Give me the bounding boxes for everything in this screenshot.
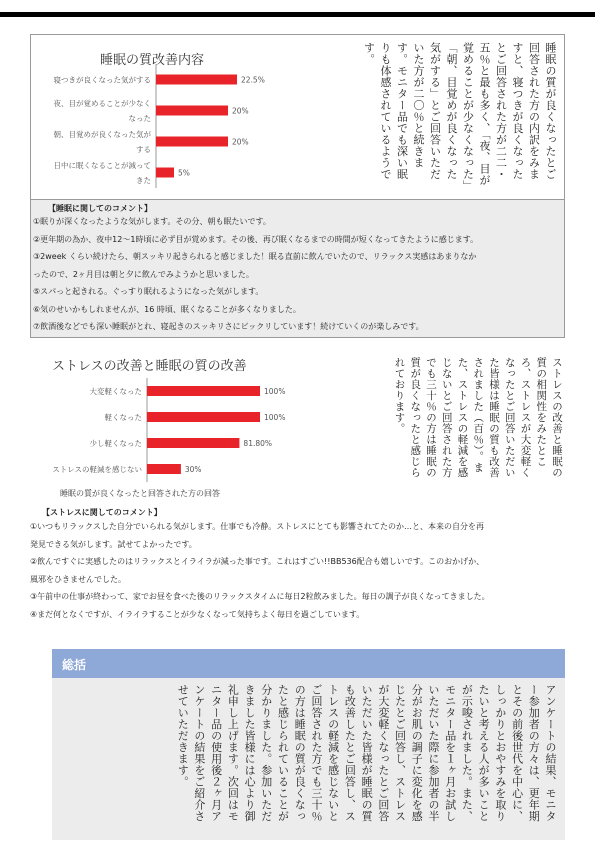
category-label: 少し軽くなった	[89, 439, 142, 448]
top-rule	[0, 12, 595, 17]
stress-analysis-text: ストレスの改善と睡眠の質の相関性をみたところ、ストレスが大変軽くなったとご回答いただいた皆様は睡眠の質も改善されました（百％）。また、ストレスの軽減を感じないとご回答された方でも三十％の方は睡眠の質が良くなったと感じられております。	[393, 357, 563, 478]
comment-line: 風邪をひきませんでした。	[30, 574, 126, 584]
comment-line: 発見できる気がします。試せてよかったです。	[30, 539, 197, 549]
category-label: 寝つきが良くなった気がする	[53, 75, 151, 85]
category-label: ストレスの軽減を感じない	[52, 465, 142, 474]
comment-line: ⑦飲酒後などでも深い睡眠がとれ、寝起きのスッキリさにビックリしています！続けていくのが楽しみです。	[33, 322, 424, 331]
category-label: きた	[136, 176, 151, 185]
value-label: 20%	[232, 106, 249, 116]
summary-text: アンケートの結果、モニター参加者の方々は、更年期とその前後世代を中心に、しっかりとおやすみを取りたいと考える人が多いことが示唆されました。また、モニター品を１ヶ月お試しいただいた際に参加者の半分がお肌の調子に変化を感じたとご回答し、ストレスが大変軽くなったとご回答いただいた皆様が睡眠の質も改善したとご回答し、ストレスの軽減を感じないとご回答された方でも三十％の方は睡眠の質が良くなったと感じられていることが分かりました。参加いただきました皆様には心より御礼申し上げます。次回はモニター品の使用後２ヶ月アンケートの結果をご紹介させていただきます。	[176, 684, 557, 822]
stress-comments-list	[0, 521, 595, 631]
stress-chart-caption: 睡眠の質が良くなったと回答された方の回答	[60, 489, 220, 498]
stress-chart-title: ストレスの改善と睡眠の質の改善	[52, 359, 247, 374]
comment-line: ったので、2ヶ月目は朝と夕に飲んでみようかと思いました。	[33, 269, 254, 279]
comment-line: ①眠りが深くなったような気がします。その分、朝も眠たいです。	[33, 217, 271, 226]
comment-line: ③午前中の仕事が終わって、家でお昼を食べた後のリラックスタイムに毎日2粒飲みました。毎日の調子が良くなってきました。	[30, 592, 490, 601]
data-bar	[156, 137, 228, 147]
value-label: 22.5%	[241, 75, 265, 85]
value-label: 100%	[264, 413, 286, 422]
data-bar	[156, 106, 228, 116]
category-label: 日中に眠くなることが減って	[53, 161, 151, 170]
value-label: 100%	[264, 387, 286, 396]
data-bar	[156, 75, 237, 85]
summary-header	[52, 649, 565, 678]
sleep-comments-list	[30, 216, 565, 338]
category-label: 軽くなった	[104, 413, 142, 422]
data-bar	[147, 412, 260, 422]
comment-line: ②更年期の為か、夜中12～1時頃に必ず目が覚めます。その後、再び眠くなるまでの時間が短くなってきたように感じます。	[33, 234, 479, 244]
summary-title: 総括	[62, 658, 87, 672]
category-label: 大変軽くなった	[89, 387, 142, 396]
comment-line: ②飲んですぐに実感したのはリラックスとイライラが減った事です。これはすごい!!BB536配合も嬉しいです。このおかげか、	[30, 557, 485, 566]
value-label: 20%	[232, 137, 249, 147]
data-bar	[147, 438, 239, 448]
data-bar	[156, 168, 174, 178]
data-bar	[147, 386, 260, 396]
sleep-comments-title: 【睡眠に関してのコメント】	[48, 204, 152, 213]
comment-line: ⑥気のせいかもしれませんが、16 時頃、眠くなることが多くなりました。	[33, 304, 301, 314]
sleep-chart-title: 睡眠の質改善内容	[100, 53, 205, 68]
category-label: 夜、目が覚めることが少なく	[53, 99, 151, 108]
category-label: 朝、目覚めが良くなった気が	[53, 130, 151, 139]
stress-sleep-chart	[30, 378, 300, 486]
data-bar	[147, 464, 181, 474]
comment-line: ⑤スパっと起きれる。ぐっすり眠れるようになった気がします。	[33, 287, 264, 296]
value-label: 30%	[184, 465, 202, 474]
stress-comments-title: 【ストレスに関してのコメント】	[42, 508, 162, 517]
value-label: 5%	[178, 168, 190, 178]
comment-line: ①いつもリラックスした自分でいられる気がします。仕事でも冷静。ストレスにとても影響されてたのか…と、本来の自分を再	[30, 522, 485, 531]
sleep-improvement-chart	[30, 64, 300, 194]
comment-line: ④まだ何となくですが、イライラすることが少なくなって気持ちよく毎日を過ごしています。	[30, 609, 365, 619]
category-label: なった	[128, 114, 151, 123]
category-label: する	[136, 145, 151, 154]
sleep-analysis-text: 睡眠の質が良くなったとご回答された方の内訳をみますと、寝つきが良くなったとご回答された方が二二・五％と最も多く、「夜、目が覚めることが少なくなった」「朝、目覚めが良くなった気がする」とご回答いただいた方が二〇％と続きます。モニター品でも深い眠りも体感されているようです。	[362, 42, 557, 186]
value-label: 81.80%	[243, 439, 273, 448]
comment-line: ③2week くらい続けたら、朝スッキリ起きられると感じました！眠る直前に飲んでいたので、リラックス実感はあまりなか	[33, 252, 477, 261]
